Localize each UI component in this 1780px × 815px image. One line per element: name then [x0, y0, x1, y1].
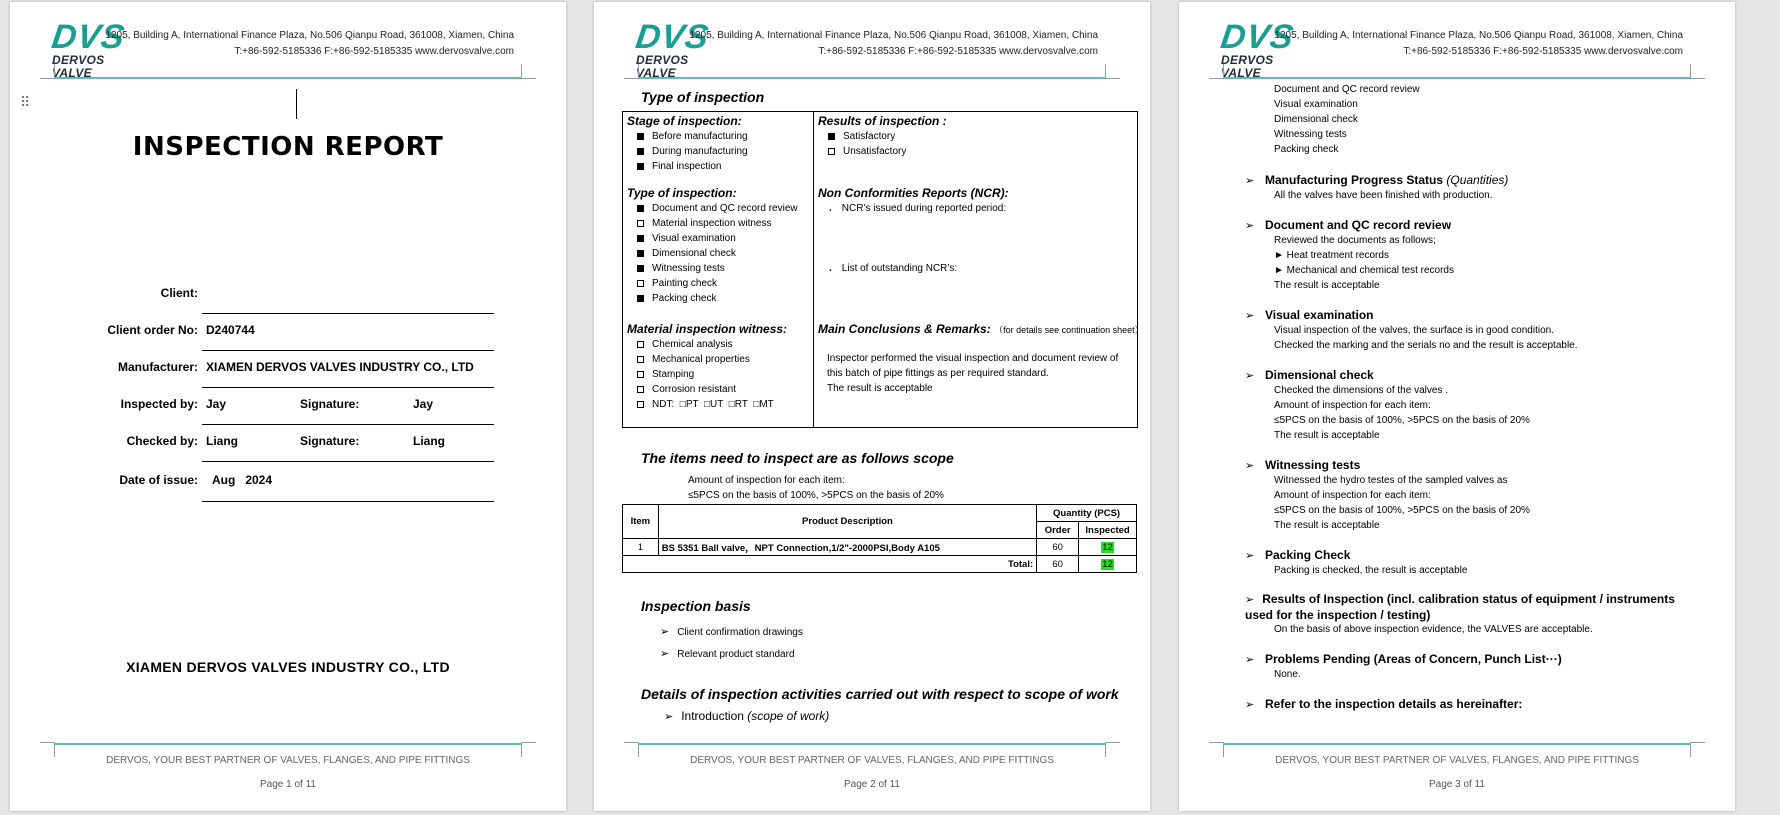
checkbox-checked-icon [637, 265, 644, 272]
total-label: Total: [623, 556, 1037, 573]
corner-mark [624, 64, 639, 79]
basis-heading: Inspection basis [641, 598, 751, 614]
dimensional-text: Checked the dimensions of the valves . [1274, 385, 1448, 396]
scope-list-item: Visual examination [1274, 99, 1358, 110]
scope-list-item: Dimensional check [1274, 114, 1358, 125]
client-row [10, 286, 510, 306]
header-contact: T:+86-592-5185336 F:+86-592-5185335 www.dervosvalve.com [818, 46, 1098, 57]
corner-mark [1690, 64, 1705, 79]
date-value[interactable]: Aug 2024 [212, 473, 273, 487]
problems-text: None. [1274, 669, 1301, 680]
mps-text: All the valves have been finished with production. [1274, 190, 1493, 201]
arrow-bullet-icon: ➢ [1245, 594, 1255, 606]
order-row [10, 323, 510, 343]
date-label: Date of issue: [119, 473, 198, 487]
witnessing-text: The result is acceptable [1274, 520, 1380, 531]
witnessing-heading: ➢ Witnessing tests [1245, 458, 1361, 472]
table-total-row [623, 556, 1137, 573]
checked-value[interactable]: Liang [206, 434, 238, 448]
field-underline [202, 501, 494, 502]
checkbox-empty-icon [637, 356, 644, 363]
inspected-signature-label: Signature: [300, 397, 360, 411]
type-heading: Type of inspection: [627, 186, 737, 200]
checked-label: Checked by: [126, 434, 198, 448]
field-underline [202, 424, 494, 425]
inspected-row [10, 397, 510, 417]
page-2 [594, 2, 1150, 811]
logo-subtitle: DERVOS VALVE [52, 53, 105, 80]
company-name: XIAMEN DERVOS VALVES INDUSTRY CO., LTD [126, 659, 450, 675]
refer-heading: ➢ Refer to the inspection details as hereinafter: [1245, 697, 1523, 711]
checkbox-empty-icon [637, 220, 644, 227]
dimensional-text: Amount of inspection for each item: [1274, 400, 1431, 411]
material-item[interactable]: Chemical analysis [637, 339, 733, 350]
checked-row [10, 434, 510, 454]
witnessing-text: ≤5PCS on the basis of 100%, >5PCS on the basis of 20% [1274, 505, 1530, 516]
logo-mark: DVS [633, 18, 712, 56]
row-inspected-cell [1079, 539, 1137, 556]
footer-slogan: DERVOS, YOUR BEST PARTNER OF VALVES, FLANGES, AND PIPE FITTINGS [690, 755, 1054, 766]
checkbox-checked-icon [637, 148, 644, 155]
basis-item: ➢ Client confirmation drawings [660, 626, 803, 638]
col-order-header: Order [1037, 522, 1079, 539]
footer-divider [54, 743, 522, 745]
details-heading: Details of inspection activities carried out with respect to scope of work [641, 686, 1119, 702]
checkbox-checked-icon [637, 163, 644, 170]
scope-list-item: Witnessing tests [1274, 129, 1347, 140]
checkbox-checked-icon [637, 250, 644, 257]
page-number: Page 3 of 11 [1429, 779, 1485, 790]
checkbox-checked-icon [828, 133, 835, 140]
corner-mark [1105, 64, 1120, 79]
dimensional-heading: ➢ Dimensional check [1245, 368, 1374, 382]
inspected-signature-value[interactable]: Jay [413, 397, 434, 411]
footer-divider [638, 743, 1106, 745]
conclusions-heading: Main Conclusions & Remarks: （for details see continuation sheet） [818, 322, 1144, 336]
page-number: Page 2 of 11 [844, 779, 900, 790]
visual-text: Checked the marking and the serials no and the result is acceptable. [1274, 340, 1578, 351]
doc-review-heading: ➢ Document and QC record review [1245, 218, 1452, 232]
arrow-bullet-icon: ➢ [1245, 460, 1255, 472]
field-underline [202, 350, 494, 351]
mps-heading: ➢ Manufacturing Progress Status (Quantities) [1245, 173, 1509, 187]
type-item[interactable]: Material inspection witness [637, 218, 772, 229]
problems-heading: ➢ Problems Pending (Areas of Concern, Punch List···) [1245, 652, 1562, 666]
row-description: BS 5351 Ball valve，NPT Connection,1/2"-2000PSI,Body A105 [658, 539, 1036, 556]
type-item[interactable]: Dimensional check [637, 248, 736, 259]
page-3 [1179, 2, 1735, 811]
header-address: 1205, Building A, International Finance Plaza, No.506 Qianpu Road, 361008, Xiamen, China [1274, 30, 1683, 41]
manufacturer-row [10, 360, 510, 380]
company-logo [633, 18, 731, 80]
col-inspected-header: Inspected [1079, 522, 1137, 539]
field-underline [202, 313, 494, 314]
order-label: Client order No: [107, 323, 198, 337]
checkbox-empty-icon [637, 401, 644, 408]
company-logo [1218, 18, 1316, 80]
visual-heading: ➢ Visual examination [1245, 308, 1374, 322]
inspected-value[interactable]: Jay [206, 397, 227, 411]
total-inspected-cell [1079, 556, 1137, 573]
logo-subtitle: DERVOS VALVE [1221, 53, 1274, 80]
arrow-bullet-icon: ➢ [1245, 550, 1255, 562]
results-heading: ➢ Results of Inspection (incl. calibration status of equipment / instruments used for the inspection / testing) [1245, 592, 1675, 622]
checkbox-empty-icon [637, 371, 644, 378]
arrow-bullet-icon: ➢ [660, 626, 670, 638]
witnessing-text: Witnessed the hydro testes of the sampled valves as [1274, 475, 1508, 486]
ncr-issued: . NCR’s issued during reported period: [829, 203, 1007, 214]
col-qty-header: Quantity (PCS) [1037, 505, 1137, 522]
header-contact: T:+86-592-5185336 F:+86-592-5185335 www.dervosvalve.com [1403, 46, 1683, 57]
packing-text: Packing is checked, the result is acceptable [1274, 565, 1468, 576]
scope-heading: The items need to inspect are as follows scope [641, 450, 954, 466]
doc-review-text: ► Heat treatment records [1274, 250, 1389, 261]
scope-list-item: Document and QC record review [1274, 84, 1420, 95]
material-heading: Material inspection witness: [627, 322, 788, 336]
stage-item[interactable]: Before manufacturing [637, 131, 748, 142]
type-of-inspection-heading: Type of inspection [641, 89, 765, 105]
stage-heading: Stage of inspection: [627, 114, 742, 128]
drag-handle-icon[interactable]: ⠿ [20, 94, 31, 110]
page-1 [10, 2, 566, 811]
manufacturer-value[interactable]: XIAMEN DERVOS VALVES INDUSTRY CO., LTD [206, 360, 474, 374]
material-item[interactable]: Stamping [637, 369, 694, 380]
checkbox-empty-icon [828, 148, 835, 155]
arrow-bullet-icon: ➢ [660, 648, 670, 660]
dimensional-text: ≤5PCS on the basis of 100%, >5PCS on the basis of 20% [1274, 415, 1530, 426]
conclusions-line: this batch of pipe fittings as per required standard. [827, 368, 1049, 379]
client-label: Client: [160, 286, 198, 300]
material-item[interactable]: Corrosion resistant [637, 384, 736, 395]
logo-mark: DVS [49, 18, 128, 56]
dimensional-text: The result is acceptable [1274, 430, 1380, 441]
table-header-row [623, 505, 1137, 522]
header-divider [638, 77, 1106, 79]
material-item[interactable]: NDT: □PT □UT □RT □MT [637, 399, 774, 410]
bullet-icon: . [829, 203, 832, 214]
inspection-summary-box [622, 111, 1144, 428]
corner-mark [521, 64, 536, 79]
header-address: 1205, Building A, International Finance Plaza, No.506 Qianpu Road, 361008, Xiamen, China [105, 30, 514, 41]
field-underline [202, 461, 494, 462]
checked-signature-label: Signature: [300, 434, 360, 448]
arrow-bullet-icon: ➢ [1245, 699, 1255, 711]
logo-subtitle: DERVOS VALVE [636, 53, 689, 80]
corner-mark [40, 64, 55, 79]
row-inspected: 12 [1102, 541, 1113, 553]
visual-text: Visual inspection of the valves, the surface is in good condition. [1274, 325, 1554, 336]
footer-slogan: DERVOS, YOUR BEST PARTNER OF VALVES, FLANGES, AND PIPE FITTINGS [106, 755, 470, 766]
header-divider [1223, 77, 1691, 79]
corner-mark [1209, 64, 1224, 79]
bullet-icon: . [829, 263, 832, 274]
manufacturer-label: Manufacturer: [117, 360, 198, 374]
footer-slogan: DERVOS, YOUR BEST PARTNER OF VALVES, FLANGES, AND PIPE FITTINGS [1275, 755, 1639, 766]
table-row [623, 539, 1137, 556]
checked-signature-value[interactable]: Liang [413, 434, 445, 448]
conclusions-line: Inspector performed the visual inspection and document review of [827, 353, 1119, 364]
scope-line: Amount of inspection for each item: [688, 475, 845, 486]
column-divider [813, 112, 814, 427]
doc-review-text: ► Mechanical and chemical test records [1274, 265, 1454, 276]
packing-heading: ➢ Packing Check [1245, 548, 1351, 562]
row-order: 60 [1037, 539, 1079, 556]
type-item[interactable]: Document and QC record review [637, 203, 798, 214]
checkbox-checked-icon [637, 205, 644, 212]
witnessing-text: Amount of inspection for each item: [1274, 490, 1431, 501]
header-address: 1205, Building A, International Finance Plaza, No.506 Qianpu Road, 361008, Xiamen, China [689, 30, 1098, 41]
conclusions-note: （for details see continuation sheet） [994, 325, 1144, 335]
page-number: Page 1 of 11 [260, 779, 316, 790]
company-logo [49, 18, 147, 80]
date-row [10, 473, 510, 493]
checkbox-empty-icon [637, 386, 644, 393]
row-item: 1 [623, 539, 659, 556]
header-divider [54, 77, 522, 79]
report-title: INSPECTION REPORT [132, 132, 444, 162]
material-item[interactable]: Mechanical properties [637, 354, 750, 365]
results-item[interactable]: Unsatisfactory [828, 146, 906, 157]
doc-review-text: The result is acceptable [1274, 280, 1380, 291]
col-desc-header: Product Description [658, 505, 1036, 539]
scope-line: ≤5PCS on the basis of 100%, >5PCS on the basis of 20% [688, 490, 944, 501]
conclusions-line: The result is acceptable [827, 383, 933, 394]
results-item[interactable]: Satisfactory [828, 131, 895, 142]
order-value[interactable]: D240744 [206, 323, 255, 337]
inspected-label: Inspected by: [120, 397, 198, 411]
scope-list-item: Packing check [1274, 144, 1339, 155]
logo-mark: DVS [1218, 18, 1297, 56]
type-item[interactable]: Packing check [637, 293, 716, 304]
text-cursor [296, 89, 297, 119]
checkbox-empty-icon [637, 280, 644, 287]
stage-item[interactable]: During manufacturing [637, 146, 748, 157]
type-item[interactable]: Painting check [637, 278, 717, 289]
total-order: 60 [1037, 556, 1079, 573]
introduction-item: ➢ Introduction (scope of work) [664, 709, 830, 723]
doc-review-text: Reviewed the documents as follows; [1274, 235, 1436, 246]
header-contact: T:+86-592-5185336 F:+86-592-5185335 www.dervosvalve.com [234, 46, 514, 57]
results-text: On the basis of above inspection evidence, the VALVES are acceptable. [1274, 624, 1593, 635]
checkbox-checked-icon [637, 235, 644, 242]
checkbox-checked-icon [637, 133, 644, 140]
arrow-bullet-icon: ➢ [1245, 220, 1255, 232]
results-heading: Results of inspection : [818, 114, 947, 128]
ncr-heading: Non Conformities Reports (NCR): [818, 186, 1009, 200]
arrow-bullet-icon: ➢ [1245, 310, 1255, 322]
basis-item: ➢ Relevant product standard [660, 648, 795, 660]
ncr-outstanding: . List of outstanding NCR’s: [829, 263, 958, 274]
arrow-bullet-icon: ➢ [664, 711, 674, 723]
items-table [622, 504, 1137, 573]
checkbox-empty-icon [637, 341, 644, 348]
total-inspected: 12 [1102, 558, 1113, 570]
arrow-bullet-icon: ➢ [1245, 175, 1255, 187]
col-item-header: Item [623, 505, 659, 539]
arrow-bullet-icon: ➢ [1245, 370, 1255, 382]
checkbox-checked-icon [637, 295, 644, 302]
type-item[interactable]: Witnessing tests [637, 263, 725, 274]
type-item[interactable]: Visual examination [637, 233, 736, 244]
footer-divider [1223, 743, 1691, 745]
stage-item[interactable]: Final inspection [637, 161, 721, 172]
arrow-bullet-icon: ➢ [1245, 654, 1255, 666]
field-underline [202, 387, 494, 388]
